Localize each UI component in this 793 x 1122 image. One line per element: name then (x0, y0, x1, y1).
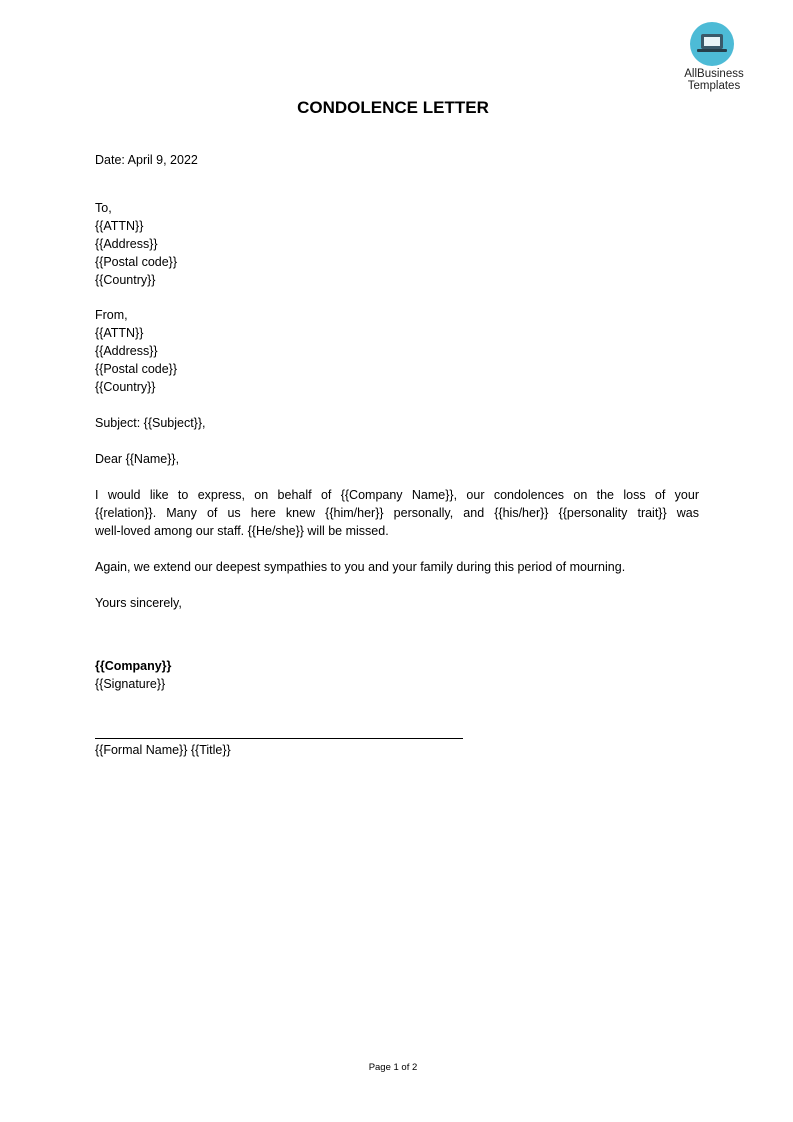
salutation: Dear {{Name}}, (95, 452, 180, 466)
paragraph2: Again, we extend our deepest sympathies to you and your family during this period of mourning. (95, 560, 626, 574)
to-label: To, (95, 201, 112, 215)
allbusiness-templates-logo (670, 18, 760, 98)
signature: {{Signature}} (95, 677, 166, 691)
formal-name-title: {{Formal Name}} {{Title}} (95, 743, 231, 757)
logo-text-line1: AllBusiness (684, 68, 744, 80)
laptop-icon (690, 22, 734, 66)
from-attn: {{ATTN}} (95, 326, 144, 340)
from-country: {{Country}} (95, 380, 156, 394)
paragraph1-line3: well-loved among our staff. {{He/she}} will be missed. (95, 524, 389, 538)
paragraph1-line2: {{relation}}. Many of us here knew {{him/her}} personally, and {{his/her}} {{personality trait}} was (95, 506, 699, 520)
logo-text-line2: Templates (687, 80, 741, 92)
page-number: Page 1 of 2 (368, 1062, 418, 1073)
to-country: {{Country}} (95, 273, 156, 287)
from-label: From, (95, 308, 128, 322)
signature-line (95, 738, 463, 739)
from-address: {{Address}} (95, 344, 158, 358)
subject-line: Subject: {{Subject}}, (95, 416, 206, 430)
to-attn: {{ATTN}} (95, 219, 144, 233)
from-postal-code: {{Postal code}} (95, 362, 178, 376)
company-name: {{Company}} (95, 659, 172, 673)
document-title: CONDOLENCE LETTER (297, 98, 489, 117)
closing: Yours sincerely, (95, 596, 182, 610)
to-postal-code: {{Postal code}} (95, 255, 178, 269)
to-address: {{Address}} (95, 237, 158, 251)
date-line: Date: April 9, 2022 (95, 153, 198, 167)
paragraph1-line1: I would like to express, on behalf of {{Company Name}}, our condolences on the loss of your (95, 488, 699, 502)
